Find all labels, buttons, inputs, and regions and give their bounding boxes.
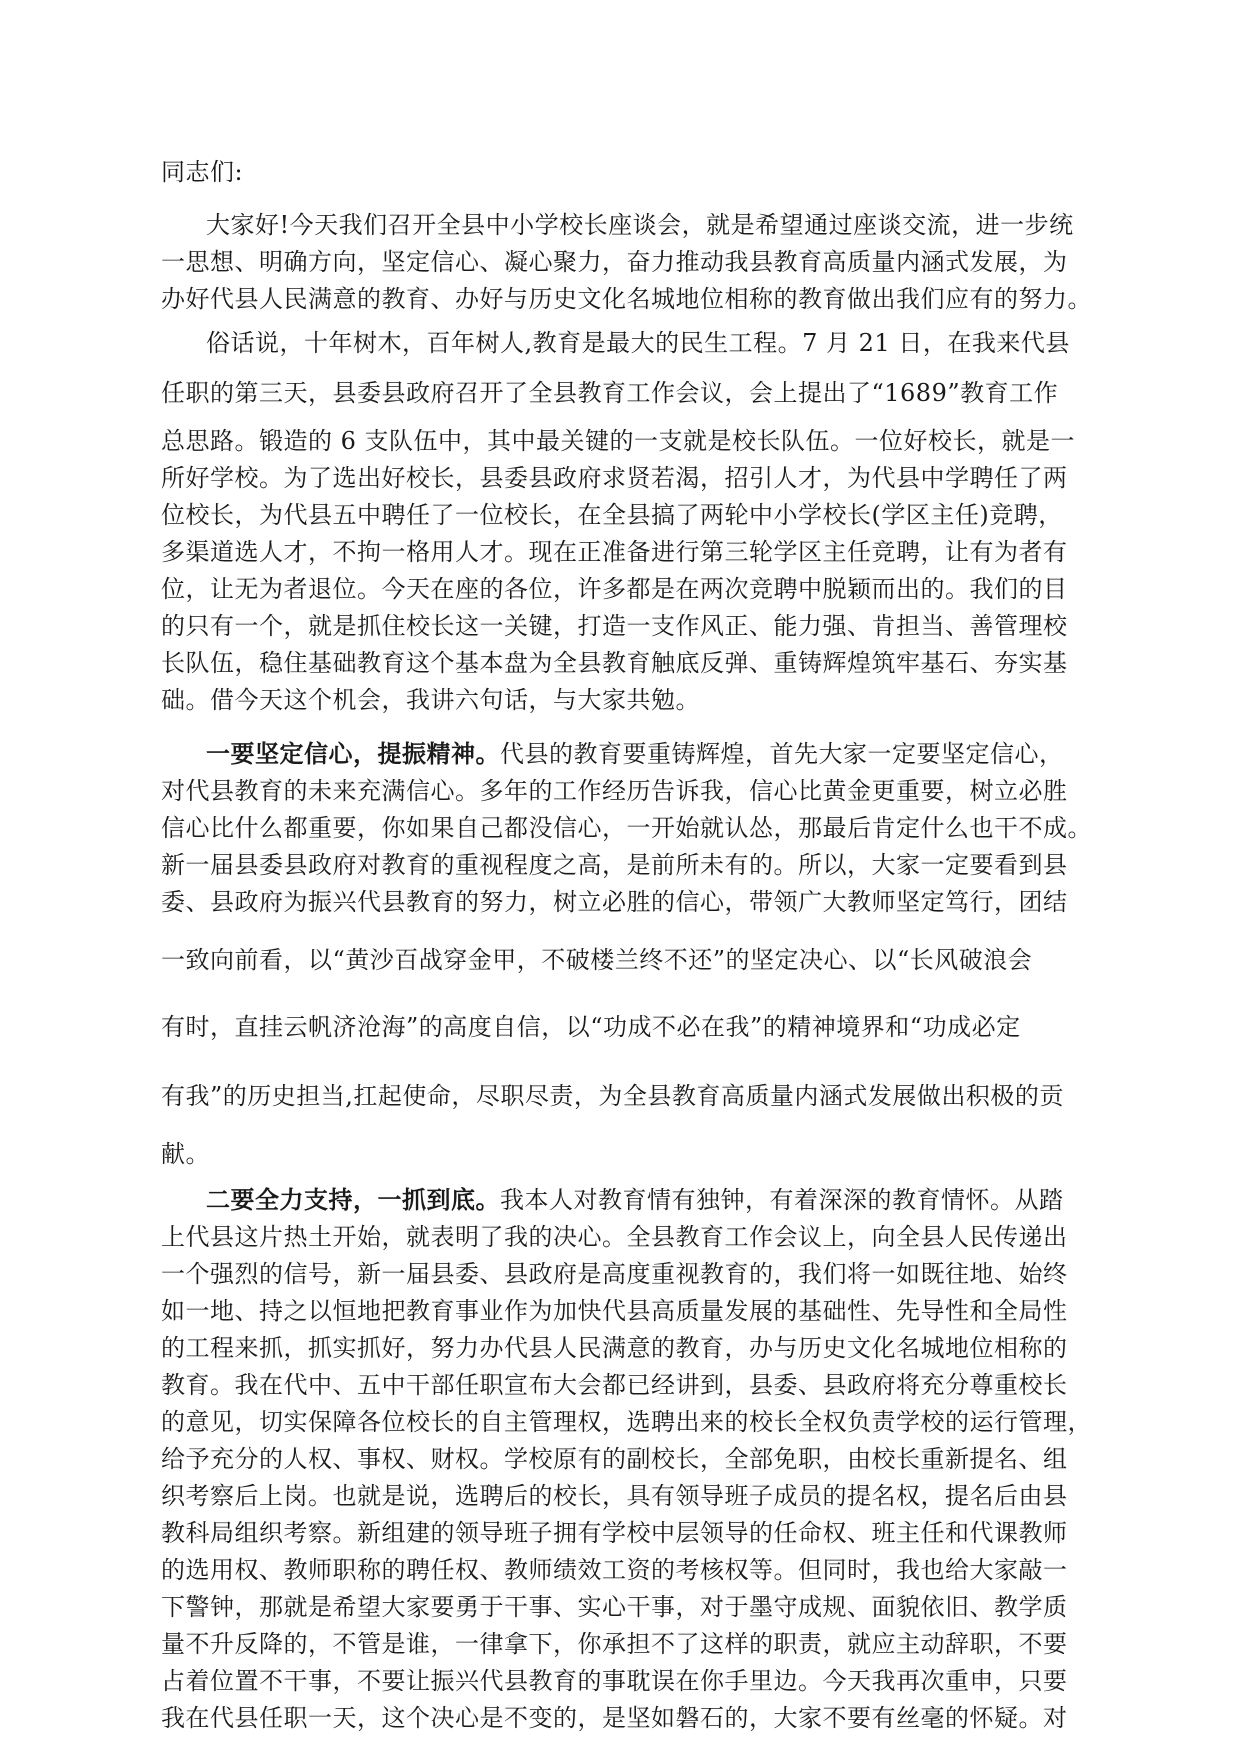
paragraph-4-line-13: 量不升反降的，不管是谁，一律拿下，你承担不了这样的职责，就应主动辞职，不要 — [161, 1630, 1068, 1658]
section-2-text: 我本人对教育情有独钟，有着深深的教育情怀。从踏 — [500, 1186, 1064, 1214]
paragraph-2-line-8: 的只有一个，就是抓住校长这一关键，打造一支作风正、能力强、肯担当、善管理校 — [161, 612, 1068, 640]
paragraph-4-line-4: 如一地、持之以恒地把教育事业作为加快代县高质量发展的基础性、先导性和全局性 — [161, 1297, 1068, 1325]
paragraph-4-line-6: 教育。我在代中、五中干部任职宣布大会都已经讲到，县委、县政府将充分尊重校长 — [161, 1371, 1068, 1399]
paragraph-2-line-5: 位校长，为代县五中聘任了一位校长，在全县搞了两轮中小学校长(学区主任)竞聘， — [161, 501, 1063, 529]
paragraph-4-line-12: 下警钟，那就是希望大家要勇于干事、实心干事，对于墨守成规、面貌依旧、教学质 — [161, 1593, 1068, 1621]
paragraph-4-line-5: 的工程来抓，抓实抓好，努力办代县人民满意的教育，办与历史文化名城地位相称的 — [161, 1334, 1068, 1362]
paragraph-2-line-9: 长队伍，稳住基础教育这个基本盘为全县教育触底反弹、重铸辉煌筑牢基石、夯实基 — [161, 649, 1068, 677]
paragraph-1-line-2: 一思想、明确方向，坚定信心、凝心聚力，奋力推动我县教育高质量内涵式发展，为 — [161, 248, 1068, 276]
paragraph-4-line-9: 织考察后上岗。也就是说，选聘后的校长，具有领导班子成员的提名权，提名后由县 — [161, 1482, 1068, 1510]
paragraph-3-line-8: 有我”的历史担当,扛起使命，尽职尽责，为全县教育高质量内涵式发展做出积极的贡 — [161, 1082, 1064, 1110]
paragraph-3-line-6: 一致向前看，以“黄沙百战穿金甲，不破楼兰终不还”的坚定决心、以“长风破浪会 — [161, 946, 1033, 974]
paragraph-4-line-7: 的意见，切实保障各位校长的自主管理权，选聘出来的校长全权负责学校的运行管理， — [161, 1408, 1092, 1436]
paragraph-3-line-7: 有时，直挂云帆济沧海”的高度自信，以“功成不必在我”的精神境界和“功成必定 — [161, 1013, 1021, 1041]
paragraph-3-line-3: 信心比什么都重要，你如果自己都没信心，一开始就认怂，那最后肯定什么也干不成。 — [161, 814, 1092, 842]
paragraph-4-line-3: 一个强烈的信号，新一届县委、县政府是高度重视教育的，我们将一如既往地、始终 — [161, 1260, 1068, 1288]
paragraph-4-line-1 — [206, 1185, 1064, 1215]
paragraph-2-line-6: 多渠道选人才，不拘一格用人才。现在正准备进行第三轮学区主任竞聘，让有为者有 — [161, 538, 1068, 566]
paragraph-2-line-4: 所好学校。为了选出好校长，县委县政府求贤若渴，招引人才，为代县中学聘任了两 — [161, 464, 1068, 492]
paragraph-2-line-7: 位，让无为者退位。今天在座的各位，许多都是在两次竞聘中脱颖而出的。我们的目 — [161, 575, 1068, 603]
paragraph-4-line-10: 教科局组织考察。新组建的领导班子拥有学校中层领导的任命权、班主任和代课教师 — [161, 1519, 1068, 1547]
section-1-text: 代县的教育要重铸辉煌，首先大家一定要坚定信心， — [500, 740, 1064, 768]
paragraph-4-line-8: 给予充分的人权、事权、财权。学校原有的副校长，全部免职，由校长重新提名、组 — [161, 1445, 1068, 1473]
paragraph-3-line-4: 新一届县委县政府对教育的重视程度之高，是前所未有的。所以，大家一定要看到县 — [161, 851, 1068, 879]
paragraph-4-line-14: 占着位置不干事，不要让振兴代县教育的事耽误在你手里边。今天我再次重申，只要 — [161, 1667, 1068, 1695]
paragraph-3-line-9: 献。 — [161, 1140, 210, 1168]
paragraph-1-line-3: 办好代县人民满意的教育、办好与历史文化名城地位相称的教育做出我们应有的努力。 — [161, 285, 1092, 313]
paragraph-2-line-3: 总思路。锻造的 6 支队伍中，其中最关键的一支就是校长队伍。一位好校长，就是一 — [161, 427, 1076, 455]
paragraph-4-line-15: 我在代县任职一天，这个决心是不变的，是坚如磐石的，大家不要有丝毫的怀疑。对 — [161, 1704, 1068, 1732]
salutation: 同志们: — [161, 158, 244, 186]
section-1-heading: 一要坚定信心，提振精神。 — [206, 739, 500, 768]
paragraph-2-line-10: 础。借今天这个机会，我讲六句话，与大家共勉。 — [161, 686, 700, 714]
paragraph-4-line-11: 的选用权、教师职称的聘任权、教师绩效工资的考核权等。但同时，我也给大家敲一 — [161, 1556, 1068, 1584]
paragraph-4-line-2: 上代县这片热土开始，就表明了我的决心。全县教育工作会议上，向全县人民传递出 — [161, 1223, 1068, 1251]
paragraph-3-line-2: 对代县教育的未来充满信心。多年的工作经历告诉我，信心比黄金更重要，树立必胜 — [161, 777, 1068, 805]
paragraph-1-line-1: 大家好!今天我们召开全县中小学校长座谈会，就是希望通过座谈交流，进一步统 — [206, 211, 1074, 239]
section-2-heading: 二要全力支持，一抓到底。 — [206, 1185, 500, 1214]
paragraph-2-line-1: 俗话说，十年树木，百年树人,教育是最大的民生工程。7 月 21 日，在我来代县 — [206, 329, 1070, 357]
paragraph-3-line-5: 委、县政府为振兴代县教育的努力，树立必胜的信心，带领广大教师坚定笃行，团结 — [161, 888, 1068, 916]
paragraph-3-line-1 — [206, 739, 1064, 769]
paragraph-2-line-2: 任职的第三天，县委县政府召开了全县教育工作会议，会上提出了“1689”教育工作 — [161, 379, 1059, 407]
